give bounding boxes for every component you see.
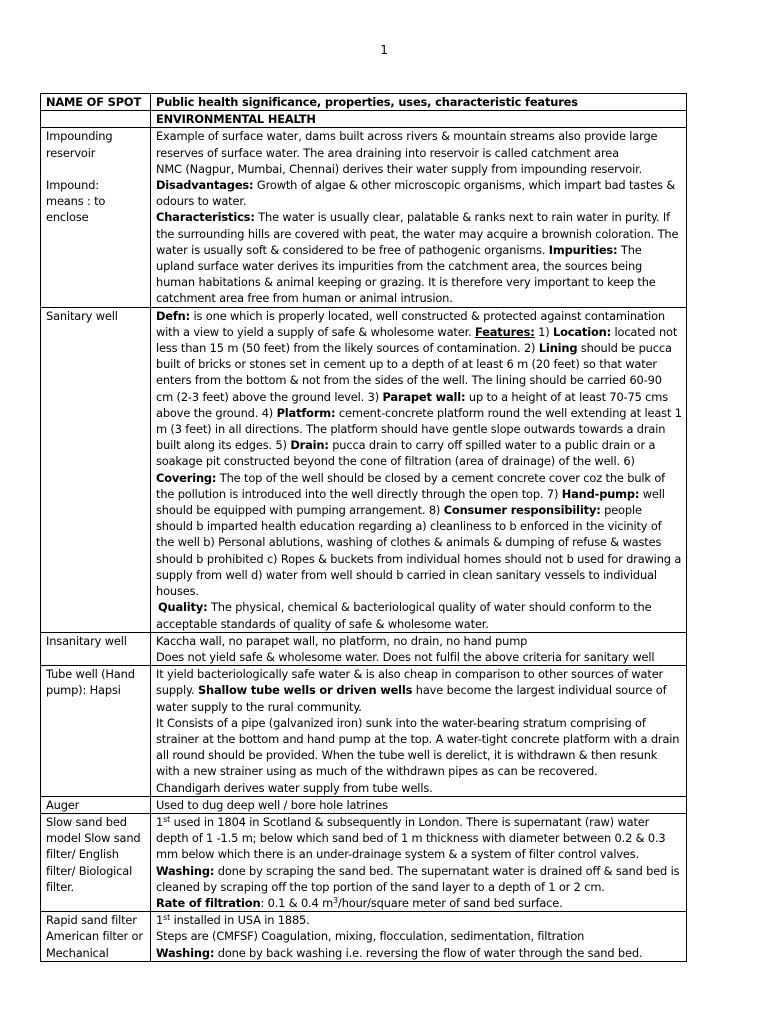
term-text: people should b imparted health education regarding a) cleanliness to b enforced in the vicinity of the well b) Personal ablutions, washing of clothes & animals & dumping of refuse & wastes should b prohibited c) Ropes & buckets from individual homes should not b used for drawing a supply from well d) water from well should b carried in clean sanitary vessels to individual houses. [156,503,682,599]
header-name-of-spot: NAME OF SPOT [41,94,151,111]
section-row [41,111,687,128]
term-label: Rate of filtration [156,895,261,910]
term-text: is one which is properly located, well constructed & protected against contamination with a view to yield a supply of safe & wholesome water. [156,308,665,339]
paragraph [156,945,682,961]
spot-description [151,813,687,911]
paragraph: Example of surface water, dams built across rivers & mountain streams also provide large reserves of surface water. The area draining into reservoir is called catchment area [156,129,658,160]
spot-name: Impounding reservoir [46,129,113,160]
spot-description [151,666,687,797]
term-text: 1 [156,913,164,928]
paragraph [156,308,682,600]
table-row-auger [41,796,687,813]
table-row-insanitary-well [41,632,687,665]
term-label: Consumer responsibility: [443,503,601,518]
term-label: Washing: [156,863,215,878]
term-text: done by back washing i.e. reversing the flow of water through the sand bed. [214,945,643,960]
spacer [46,161,138,177]
paragraph [156,814,682,863]
paragraph: NMC (Nagpur, Mumbai, Chennai) derives their water supply from impounding reservoir. [156,161,643,176]
term-text: The upland surface water derives its impurities from the catchment area, the sources being human habitations & animal keeping or grazing. It is therefore very important to keep the catchment area free from human or animal intrusion. [156,242,656,306]
spot-name: Rapid sand filter American filter or Mechanical [41,912,151,962]
term-text: The physical, chemical & bacteriological quality of water should conform to the acceptable standards of quality of safe & wholesome water. [156,600,652,631]
spot-name: Slow sand bed model Slow sand filter/ English filter/ Biological filter. [41,813,151,911]
paragraph: Kaccha wall, no parapet wall, no platform, no drain, no hand pump [156,633,528,648]
superscript: st [163,814,171,824]
term-text: The water is usually clear, palatable & ranks next to rain water in purity. If the surrounding hills are covered with peat, the water may acquire a brownish coloration. The water is usually soft & considered to be free of pathogenic organisms. [156,210,679,257]
table-row-impounding [41,128,687,307]
paragraph [156,177,682,209]
table-row-sanitary-well [41,307,687,632]
term-text: cement-concrete platform round the well extending at least 1 m (3 feet) in all directions. The platform should have gentle slope outwards towards a drain built along its edges. 5) [156,405,682,453]
paragraph [156,209,682,306]
term-label: Lining [538,341,578,356]
paragraph [156,666,682,715]
term-text: located not less than 15 m (50 feet) from the likely sources of contamination. 2) [156,324,678,356]
term-label: Platform: [276,405,336,420]
term-text: 1) [534,324,553,339]
term-text: up to a height of at least 70-75 cms above the ground. 4) [156,389,669,420]
spot-name: Insanitary well [41,632,151,665]
spot-name: Auger [41,796,151,813]
spot-description [151,912,687,962]
table-row-slow-sand-filter [41,813,687,911]
term-text: The top of the well should be closed by a cement concrete cover coz the bulk of the pollution is introduced into the well directly through the open top. 7) [156,470,665,501]
term-label: Covering: [156,470,217,485]
term-text: installed in USA in 1885. [170,913,310,928]
superscript: 3 [333,895,338,905]
term-label: Hand-pump: [561,486,640,501]
section-blank-cell [41,111,151,128]
term-label: Quality: [158,600,208,615]
term-label: Shallow tube wells or driven wells [197,683,413,698]
term-label: Location: [553,324,612,339]
spot-description [151,128,687,307]
term-text: should be pucca built of bricks or stones set in cement up to a depth of at least 6 m (20 feet) so that water enters from the bottom & not from the sides of the well. The lining should be carried 60-90 cm (2-3 feet) above the ground level. 3) [156,341,672,404]
term-label: Defn: [156,308,191,323]
spot-note: Impound: means : to enclose [46,178,106,225]
term-text: used in 1804 in Scotland & subsequently in London. There is supernatant (raw) water depth of 1 -1.5 m; below which sand bed of 1 m thickness with diameter between 0.2 & 0.3 mm below which there is an under-drainage system & a system of filter control valves. [156,814,666,862]
term-label: Parapet wall: [382,389,466,404]
spot-description [151,307,687,632]
spot-name: Sanitary well [41,307,151,632]
term-label: Features: [475,324,535,339]
term-text: Growth of algae & other microscopic organisms, which impart bad tastes & odours to water. [156,178,676,209]
paragraph: Does not yield safe & wholesome water. Does not fulfil the above criteria for sanitary well [156,649,655,664]
term-text: : 0.1 & 0.4 m [260,895,334,910]
term-text: well should be equipped with pumping arrangement. 8) [156,486,665,518]
table-row-tube-well [41,666,687,797]
term-label: Disadvantages: [156,178,254,193]
term-text: pucca drain to carry off spilled water to a public drain or a soakage pit constructed beyond the cone of filtration (area of drainage) of the well. 6) [156,438,656,469]
spot-description [151,632,687,665]
term-text: 1 [156,814,164,829]
paragraph [156,912,682,928]
page-number: 1 [380,43,388,57]
spot-description: Used to dug deep well / bore hole latrines [151,796,687,813]
section-title: ENVIRONMENTAL HEALTH [151,111,687,128]
term-text: have become the largest individual source of water supply to the rural community. [156,683,667,714]
term-text: done by scraping the sand bed. The supernatant water is drained off & sand bed is cleaned by scraping off the top portion of the sand layer to a depth of 1 or 2 cm. [156,863,680,894]
spot-name: Tube well (Hand pump): Hapsi [41,666,151,797]
term-label: Drain: [290,438,329,453]
table-header-row [41,94,687,111]
header-description: Public health significance, properties, uses, characteristic features [151,94,687,111]
term-text: It yield bacteriologically safe water & is also cheap in comparison to other sources of water supply. [156,667,664,698]
paragraph: It Consists of a pipe (galvanized iron) sunk into the water-bearing stratum comprising of strainer at the bottom and hand pump at the top. A water-tight concrete platform with a drain all round should be provided. When the tube well is derelict, it is withdrawn & then resunk with a new strainer using as much of the withdrawn pipes as can be recovered. [156,715,680,779]
table-row-rapid-sand-filter [41,912,687,962]
paragraph [156,863,682,895]
paragraph [156,599,682,631]
term-text: /hour/square meter of sand bed surface. [338,895,563,910]
spot-name-cell [41,128,151,307]
paragraph: Steps are (CMFSF) Coagulation, mixing, flocculation, sedimentation, filtration [156,929,585,944]
paragraph: Chandigarh derives water supply from tube wells. [156,780,433,795]
superscript: st [163,913,171,923]
term-label: Impurities: [548,242,618,257]
term-label: Washing: [156,945,215,960]
term-label: Characteristics: [156,210,255,225]
paragraph [156,895,682,911]
spots-table [40,93,687,962]
